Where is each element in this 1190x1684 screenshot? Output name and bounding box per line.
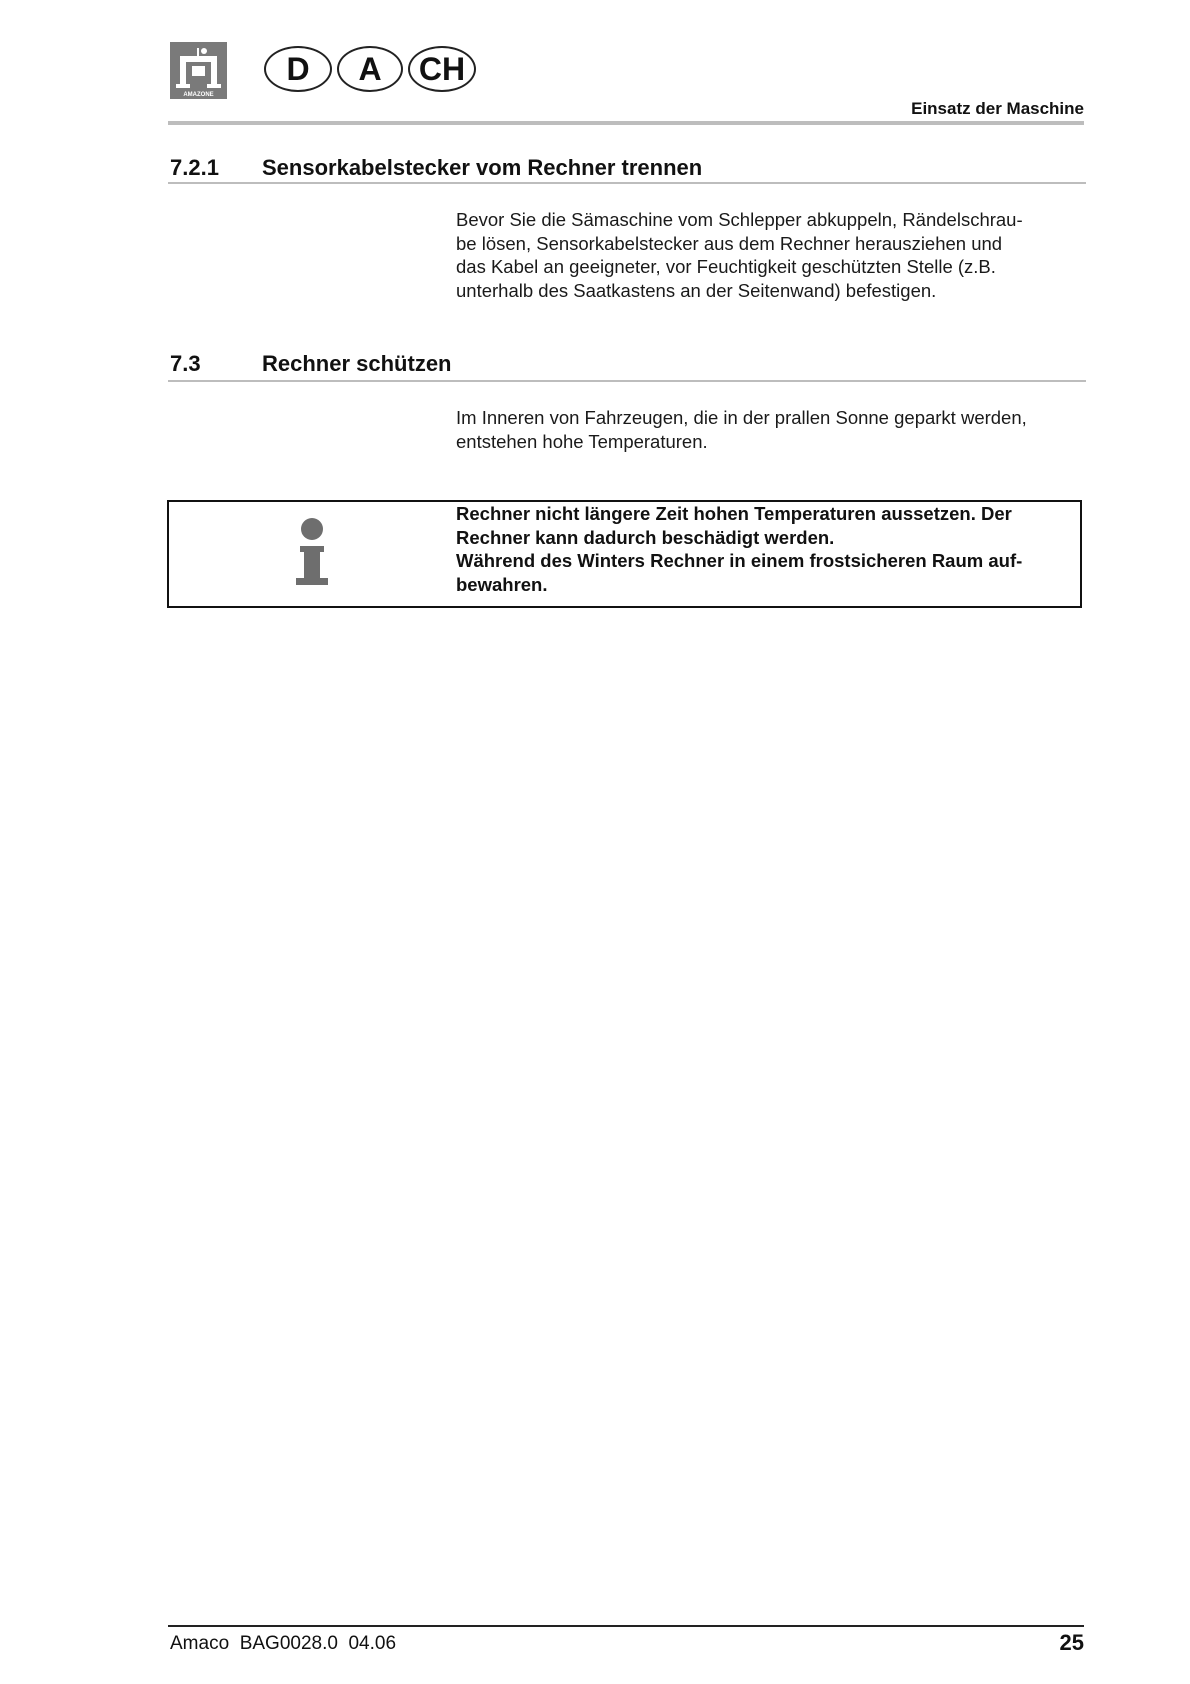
logo-text: AMAZONE [183, 92, 214, 98]
paragraph-line: das Kabel an geeigneter, vor Feuchtigkeit geschützten Stelle (z.B. [456, 256, 996, 277]
section-title: Rechner schützen [262, 351, 452, 376]
section-paragraph [456, 406, 1080, 453]
section-number: 7.2.1 [170, 155, 219, 180]
paragraph-line: unterhalb des Saatkastens an der Seitenwand) befestigen. [456, 279, 937, 301]
note-line: Während des Winters Rechner in einem frostsicheren Raum auf- [456, 550, 1023, 571]
note-line: Rechner kann dadurch beschädigt werden. [456, 526, 835, 548]
footer-rule [168, 1625, 1084, 1627]
section-title: Sensorkabelstecker vom Rechner trennen [262, 155, 703, 180]
footer-doc-info: Amaco BAG0028.0 04.06 [170, 1633, 397, 1654]
paragraph-line: Bevor Sie die Sämaschine vom Schlepper abkuppeln, Rändelschrau- [456, 209, 1023, 230]
paragraph-line: entstehen hohe Temperaturen. [456, 430, 708, 452]
page-number: 25 [1059, 1630, 1084, 1655]
note-line: Rechner nicht längere Zeit hohen Temperaturen aussetzen. Der [456, 503, 1012, 524]
section-paragraph [456, 208, 1080, 302]
country-badge-d: D [264, 46, 332, 92]
note-text [456, 502, 1078, 596]
section-rule [168, 182, 1086, 184]
country-badge-a: A [337, 46, 403, 92]
section-rule [168, 380, 1086, 382]
info-icon [294, 518, 330, 586]
header-rule [168, 121, 1084, 125]
amazone-logo [170, 42, 227, 99]
paragraph-line: be lösen, Sensorkabelstecker aus dem Rechner herausziehen und [456, 232, 1003, 254]
country-badge-ch: CH [408, 46, 476, 92]
section-number: 7.3 [170, 351, 201, 376]
paragraph-line: Im Inneren von Fahrzeugen, die in der prallen Sonne geparkt werden, [456, 407, 1027, 428]
note-line: bewahren. [456, 573, 548, 595]
running-title: Einsatz der Maschine [911, 99, 1084, 118]
